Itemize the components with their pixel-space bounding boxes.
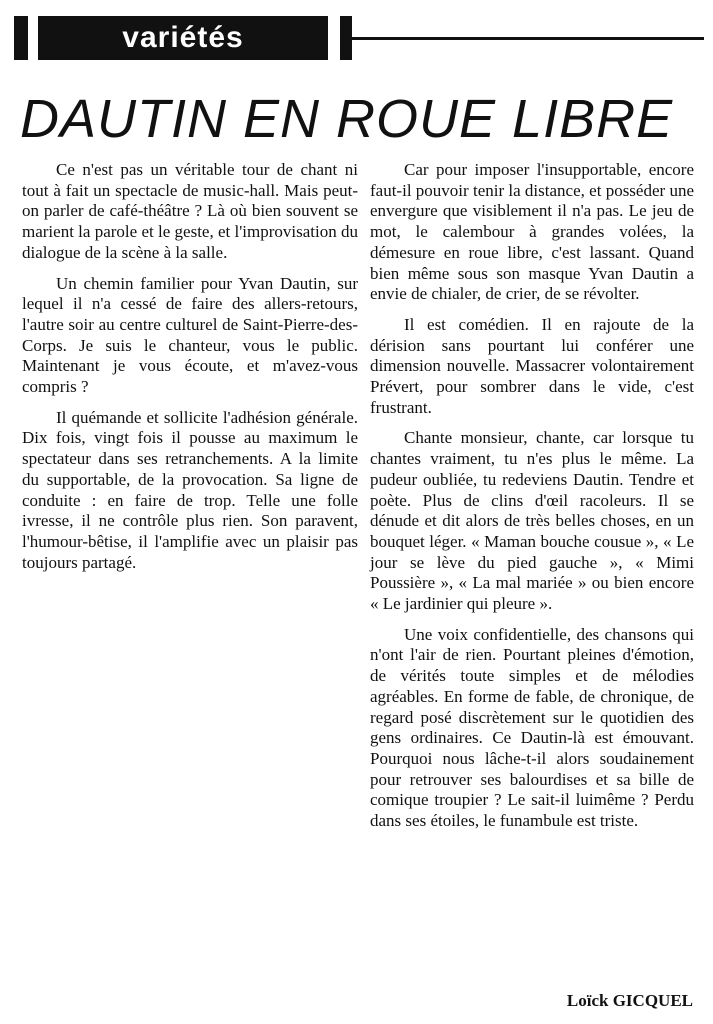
paragraph: Il est comédien. Il en rajoute de la dérision sans pourtant lui conférer une dimension nouvelle. Massacrer volontairement Prévert, pour sombrer dans le vide, c'est frustrant.: [370, 314, 694, 417]
paragraph: Chante monsieur, chante, car lorsque tu chantes vraiment, tu n'es plus le même. La pudeur oubliée, tu redeviens Dautin. Tendre et poète. Plus de clins d'œil racoleurs. Il se dénude et dit alors de très belles choses, en un bouquet léger. « Maman bouche cousue », « Le jour se lève du pied gauche », « Mimi Poussière », « La mal mariée » ou bien encore « Le jardinier qui pleure ».: [370, 428, 694, 614]
paragraph: Il quémande et sollicite l'adhésion générale. Dix fois, vingt fois il pousse au maximum le spectateur dans ses retranchements. A la limite du supportable, de la provocation. Sa ligne de conduite : en faire de trop. Telle une folle ivresse, il ne contrôle plus rien. Son paravent, l'humour-bêtise, il l'amplifie avec un plaisir pas toujours partagé.: [22, 407, 358, 572]
paragraph: Ce n'est pas un véritable tour de chant ni tout à fait un spectacle de music-hall. Mais peut-on parler de café-théâtre ? Là où bien souvent se marient la parole et le geste, et l'improvisation du dialogue de la scène à la salle.: [22, 160, 358, 262]
paragraph: Un chemin familier pour Yvan Dautin, sur lequel il n'a cessé de faire des allers-retours, l'autre soir au centre culturel de Saint-Pierre-des-Corps. Je suis le chanteur, vous le public. Maintenant je vous écoute, et m'avez-vous compris ?: [22, 273, 358, 397]
paragraph: Une voix confidentielle, des chansons qui n'ont l'air de rien. Pourtant pleines d'émotion, de vérités toute simples et de mélodies agréables. En forme de fable, de chronique, de regard posé discrètement sur le quotidien des gens ordinaires. Ce Dautin-là est émouvant. Pourquoi nous lâche-t-il alors soudainement pour retrouver ses balourdises et sa bille de comique troupier ? Le sait-il luimême ? Perdu dans ses étoiles, le funambule est triste.: [370, 624, 694, 831]
author-byline: Loïck GICQUEL: [566, 991, 693, 1010]
rubric-rule: [352, 37, 704, 40]
article-headline: DAUTIN EN ROUE LIBRE: [20, 89, 674, 149]
section-rubric-bar: [14, 16, 704, 60]
rubric-left-block: [14, 16, 28, 60]
rubric-right-block: [340, 16, 352, 60]
article-column-right: [370, 160, 694, 842]
section-label: variétés: [38, 16, 328, 60]
article-column-left: [22, 160, 358, 583]
paragraph: Car pour imposer l'insupportable, encore faut-il pouvoir tenir la distance, et posséder une envergure que visiblement il n'a pas. Le jeu de mot, le calembour à grandes volées, la démesure en roue libre, c'est lassant. Quand bien même sous son masque Yvan Dautin a envie de chialer, de crier, de se révolter.: [370, 160, 694, 304]
